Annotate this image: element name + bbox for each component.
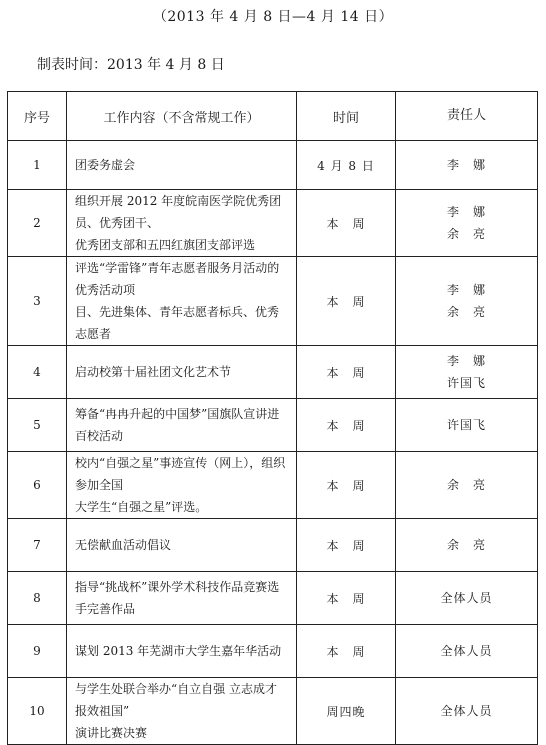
header-owner: 责任人 [396, 92, 538, 141]
owner-name: 李 娜 [446, 158, 486, 172]
row-work-content [67, 678, 297, 745]
table-row [8, 399, 538, 452]
owner-name: 全体人员 [440, 644, 493, 658]
work-content-line: 大学生“自强之星”评选。 [75, 500, 208, 514]
work-content-line: 校内“自强之星”事迹宣传（网上），组织参加全国 [75, 456, 286, 492]
row-number: 10 [8, 678, 67, 745]
table-row [8, 452, 538, 519]
work-content-line: 优秀团支部和五四红旗团支部评选 [75, 238, 256, 252]
table-row [8, 346, 538, 399]
row-work-content [67, 572, 297, 625]
row-time: 本 周 [297, 190, 396, 257]
row-owner [396, 190, 538, 257]
schedule-date-range: （2013 年 4 月 8 日—4 月 14 日） [152, 9, 394, 25]
row-work-content [67, 519, 297, 572]
owner-name: 李 娜 [446, 283, 486, 297]
row-work-content [67, 257, 297, 346]
work-content-line: 筹备“冉冉升起的中国梦”国旗队宣讲进百校活动 [75, 407, 280, 443]
table-row [8, 678, 538, 745]
row-owner [396, 346, 538, 399]
work-content-line: 团委务虚会 [75, 158, 136, 172]
row-work-content [67, 346, 297, 399]
owner-name: 全体人员 [440, 704, 493, 718]
owner-name: 余 亮 [446, 305, 486, 319]
row-number: 2 [8, 190, 67, 257]
row-number: 6 [8, 452, 67, 519]
row-number: 8 [8, 572, 67, 625]
owner-name: 余 亮 [446, 478, 486, 492]
owner-name: 李 娜 [446, 205, 486, 219]
row-time: 本 周 [297, 452, 396, 519]
owner-name: 李 娜 [446, 354, 486, 368]
row-number: 7 [8, 519, 67, 572]
row-number: 5 [8, 399, 67, 452]
row-time: 本 周 [297, 346, 396, 399]
work-content-line: 无偿献血活动倡议 [75, 538, 172, 552]
row-owner [396, 625, 538, 678]
header-content: 工作内容（不含常规工作） [67, 92, 297, 141]
row-number: 3 [8, 257, 67, 346]
row-work-content [67, 452, 297, 519]
table-row [8, 141, 538, 190]
owner-name: 全体人员 [440, 591, 493, 605]
row-owner [396, 519, 538, 572]
table-made-time: 制表时间：2013 年 4 月 8 日 [37, 57, 225, 73]
work-content-line: 谋划 2013 年芜湖市大学生嘉年华活动 [75, 644, 282, 658]
owner-name: 余 亮 [446, 227, 486, 241]
work-schedule-table [7, 91, 538, 745]
row-number: 1 [8, 141, 67, 190]
row-number: 4 [8, 346, 67, 399]
table-row [8, 190, 538, 257]
header-time: 时间 [297, 92, 396, 141]
table-row [8, 257, 538, 346]
row-time: 本 周 [297, 572, 396, 625]
row-work-content [67, 190, 297, 257]
row-owner [396, 452, 538, 519]
table-row [8, 625, 538, 678]
row-time: 本 周 [297, 519, 396, 572]
row-owner [396, 678, 538, 745]
owner-name: 许国飞 [446, 418, 486, 432]
row-owner [396, 141, 538, 190]
table-header-row [8, 92, 538, 141]
owner-name: 许国飞 [446, 376, 486, 390]
row-owner [396, 399, 538, 452]
owner-name: 余 亮 [446, 538, 486, 552]
work-content-line: 与学生处联合举办“自立自强 立志成才 报效祖国” [75, 682, 277, 718]
work-content-line: 目、先进集体、青年志愿者标兵、优秀志愿者 [75, 305, 280, 341]
work-content-line: 启动校第十届社团文化艺术节 [75, 365, 232, 379]
row-time: 本 周 [297, 399, 396, 452]
row-owner [396, 257, 538, 346]
row-work-content [67, 625, 297, 678]
work-content-line: 指导“挑战杯”课外学术科技作品竞赛选手完善作品 [75, 580, 280, 616]
row-number: 9 [8, 625, 67, 678]
row-owner [396, 572, 538, 625]
table-row [8, 572, 538, 625]
work-content-line: 评选“学雷锋”青年志愿者服务月活动的优秀活动项 [75, 261, 280, 297]
work-content-line: 组织开展 2012 年度皖南医学院优秀团员、优秀团干、 [75, 194, 282, 230]
table-row [8, 519, 538, 572]
row-work-content [67, 399, 297, 452]
work-content-line: 演讲比赛决赛 [75, 726, 148, 740]
row-time: 周四晚 [297, 678, 396, 745]
row-time: 本 周 [297, 257, 396, 346]
row-work-content [67, 141, 297, 190]
header-no: 序号 [8, 92, 67, 141]
row-time: 4 月 8 日 [297, 141, 396, 190]
row-time: 本 周 [297, 625, 396, 678]
